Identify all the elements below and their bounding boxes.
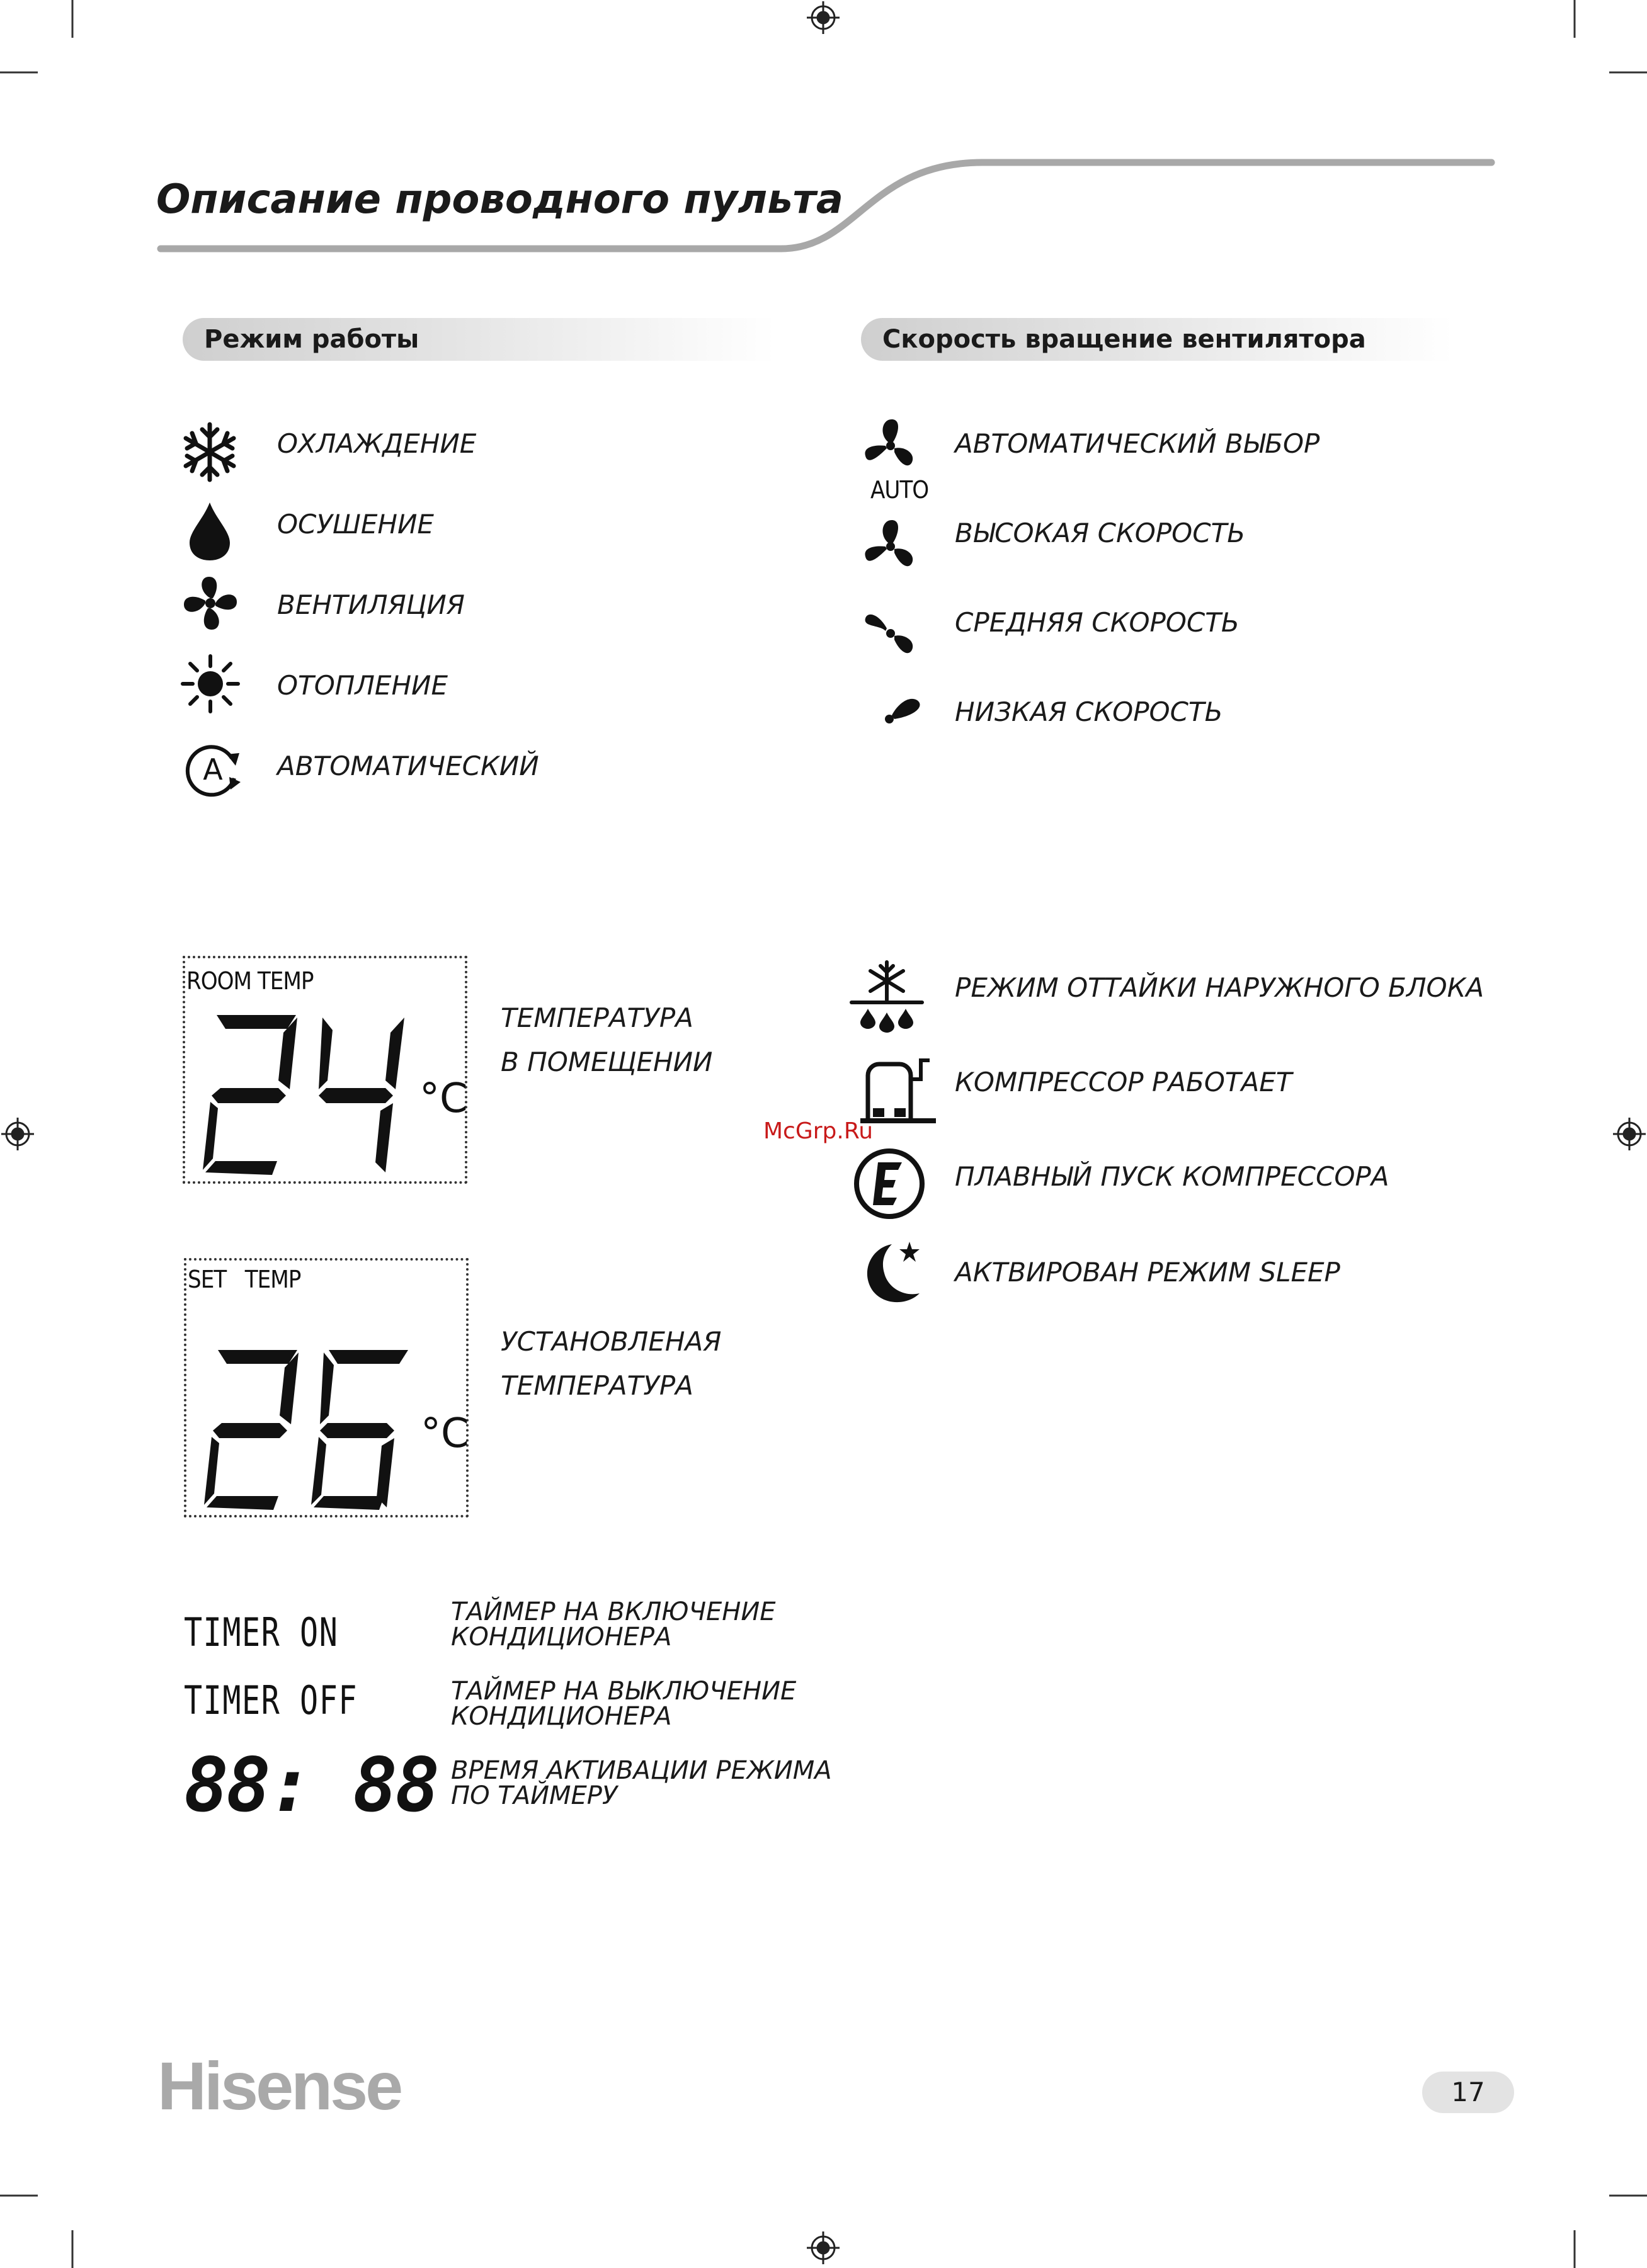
fan-icon xyxy=(180,573,241,633)
compressor-label: КОМПРЕССОР РАБОТАЕТ xyxy=(955,1067,1292,1097)
timer-on-desc-line2: КОНДИЦИОНЕРА xyxy=(451,1623,672,1652)
operation-mode-heading: Режим работы xyxy=(183,318,775,361)
registration-mark-left xyxy=(1,1118,34,1150)
room-temp-label-line1: ТЕМПЕРАТУРА xyxy=(501,1002,693,1033)
room-temp-label-line2: В ПОМЕЩЕНИИ xyxy=(501,1046,713,1077)
timer-off-code: TIMER OFF xyxy=(184,1677,358,1723)
sleep-label: АКТВИРОВАН РЕЖИМ SLEEP xyxy=(955,1257,1340,1288)
page-title: Описание проводного пульта xyxy=(156,176,843,223)
page-number: 17 xyxy=(1422,2072,1514,2113)
registration-mark-top xyxy=(807,1,840,34)
sleep-moon-icon xyxy=(858,1234,933,1310)
room-temp-caption: ROOM TEMP xyxy=(186,967,314,995)
snowflake-icon xyxy=(178,421,241,484)
fan-medium-label: СРЕДНЯЯ СКОРОСТЬ xyxy=(955,607,1240,638)
set-temp-label-line1: УСТАНОВЛЕНАЯ xyxy=(501,1326,722,1357)
mode-auto-label: АВТОМАТИЧЕСКИЙ xyxy=(277,751,539,781)
fan-low-icon xyxy=(875,686,926,737)
watermark: McGrp.Ru xyxy=(763,1118,874,1144)
fan-auto-icon xyxy=(860,416,921,476)
mode-cooling-label: ОХЛАЖДЕНИЕ xyxy=(277,428,477,459)
brand-logo: Hisense xyxy=(157,2048,401,2124)
fan-auto-label: АВТОМАТИЧЕСКИЙ ВЫБОР xyxy=(955,428,1320,459)
timer-clock-desc-line2: ПО ТАЙМЕРУ xyxy=(451,1781,618,1810)
room-temp-unit: °C xyxy=(419,1075,468,1122)
mode-fan-label: ВЕНТИЛЯЦИЯ xyxy=(277,589,465,620)
timer-clock-desc-line1: ВРЕМЯ АКТИВАЦИИ РЕЖИМА xyxy=(451,1756,832,1785)
set-temp-caption: SET TEMP xyxy=(188,1266,301,1293)
mode-dry-label: ОСУШЕНИЕ xyxy=(277,509,434,540)
defrost-label: РЕЖИМ ОТТАЙКИ НАРУЖНОГО БЛОКА xyxy=(955,972,1485,1003)
compressor-icon xyxy=(860,1055,936,1128)
timer-on-desc-line1: ТАЙМЕР НА ВКЛЮЧЕНИЕ xyxy=(451,1597,776,1626)
set-temp-display xyxy=(184,1258,469,1517)
soft-start-e-icon xyxy=(853,1147,926,1220)
soft-start-label: ПЛАВНЫЙ ПУСК КОМПРЕССОРА xyxy=(955,1161,1389,1192)
set-temp-unit: °C xyxy=(421,1410,469,1457)
timer-clock-code: 88: 88 xyxy=(184,1742,438,1829)
fan-high-icon xyxy=(860,516,921,577)
svg-text:A: A xyxy=(203,752,223,786)
fan-auto-caption: AUTO xyxy=(870,476,929,504)
room-temp-digits xyxy=(203,1015,411,1179)
sun-icon xyxy=(180,654,241,714)
fan-medium-icon xyxy=(860,603,921,664)
drop-icon xyxy=(185,500,235,563)
timer-off-desc-line1: ТАЙМЕР НА ВЫКЛЮЧЕНИЕ xyxy=(451,1677,797,1706)
registration-mark-bottom xyxy=(807,2231,840,2264)
fan-high-label: ВЫСОКАЯ СКОРОСТЬ xyxy=(955,518,1246,548)
set-temp-digits xyxy=(204,1350,412,1514)
fan-speed-heading: Скорость вращение вентилятора xyxy=(861,318,1453,361)
room-temp-display xyxy=(183,956,467,1184)
timer-off-desc-line2: КОНДИЦИОНЕРА xyxy=(451,1702,672,1731)
timer-on-code: TIMER ON xyxy=(184,1609,339,1655)
auto-a-icon xyxy=(183,739,243,800)
fan-low-label: НИЗКАЯ СКОРОСТЬ xyxy=(955,696,1223,727)
mode-heat-label: ОТОПЛЕНИЕ xyxy=(277,670,448,701)
defrost-icon xyxy=(849,958,925,1035)
registration-mark-right xyxy=(1613,1118,1646,1150)
set-temp-label-line2: ТЕМПЕРАТУРА xyxy=(501,1370,693,1401)
